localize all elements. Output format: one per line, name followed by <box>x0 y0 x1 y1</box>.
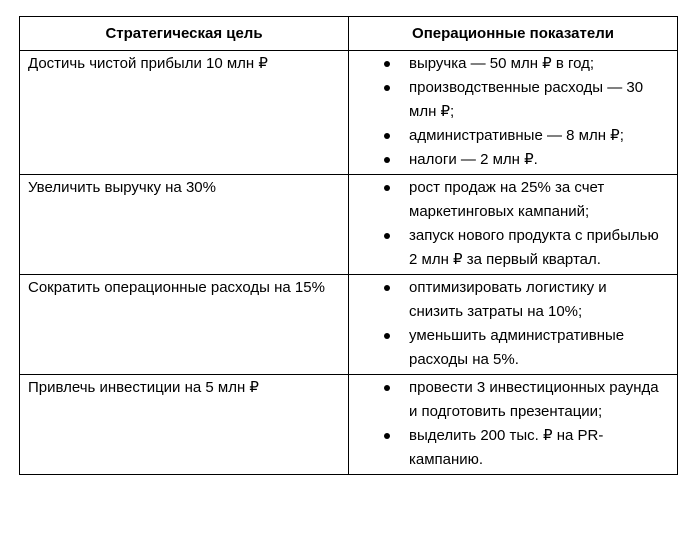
indicator-item: оптимизировать логистику и снизить затраты на 10%; <box>357 276 659 324</box>
goal-cell: Достичь чистой прибыли 10 млн ₽ <box>20 51 349 175</box>
goal-cell: Сократить операционные расходы на 15% <box>20 275 349 375</box>
indicator-list <box>357 376 659 472</box>
indicator-item: уменьшить административные расходы на 5%. <box>357 324 659 372</box>
indicator-list <box>357 276 659 372</box>
indicators-cell <box>349 51 678 175</box>
header-row <box>20 17 678 51</box>
indicator-item: выделить 200 тыс. ₽ на PR-кампанию. <box>357 424 659 472</box>
goal-cell: Привлечь инвестиции на 5 млн ₽ <box>20 375 349 475</box>
indicator-list <box>357 52 659 172</box>
indicators-cell <box>349 275 678 375</box>
indicator-item: провести 3 инвестиционных раунда и подготовить презентации; <box>357 376 659 424</box>
indicators-cell <box>349 375 678 475</box>
indicator-item: запуск нового продукта с прибылью 2 млн ₽ за первый квартал. <box>357 224 659 272</box>
indicator-item: налоги — 2 млн ₽. <box>357 148 659 172</box>
goal-cell: Увеличить выручку на 30% <box>20 175 349 275</box>
goals-table <box>19 16 678 475</box>
indicator-list <box>357 176 659 272</box>
table-row <box>20 275 678 375</box>
table-row <box>20 375 678 475</box>
indicators-cell <box>349 175 678 275</box>
column-header-strategic-goal: Стратегическая цель <box>20 17 349 51</box>
document-page <box>19 16 678 475</box>
indicator-item: рост продаж на 25% за счет маркетинговых кампаний; <box>357 176 659 224</box>
indicator-item: административные — 8 млн ₽; <box>357 124 659 148</box>
table-row <box>20 175 678 275</box>
indicator-item: выручка — 50 млн ₽ в год; <box>357 52 659 76</box>
table-row <box>20 51 678 175</box>
column-header-operational-indicators: Операционные показатели <box>349 17 678 51</box>
indicator-item: производственные расходы — 30 млн ₽; <box>357 76 659 124</box>
